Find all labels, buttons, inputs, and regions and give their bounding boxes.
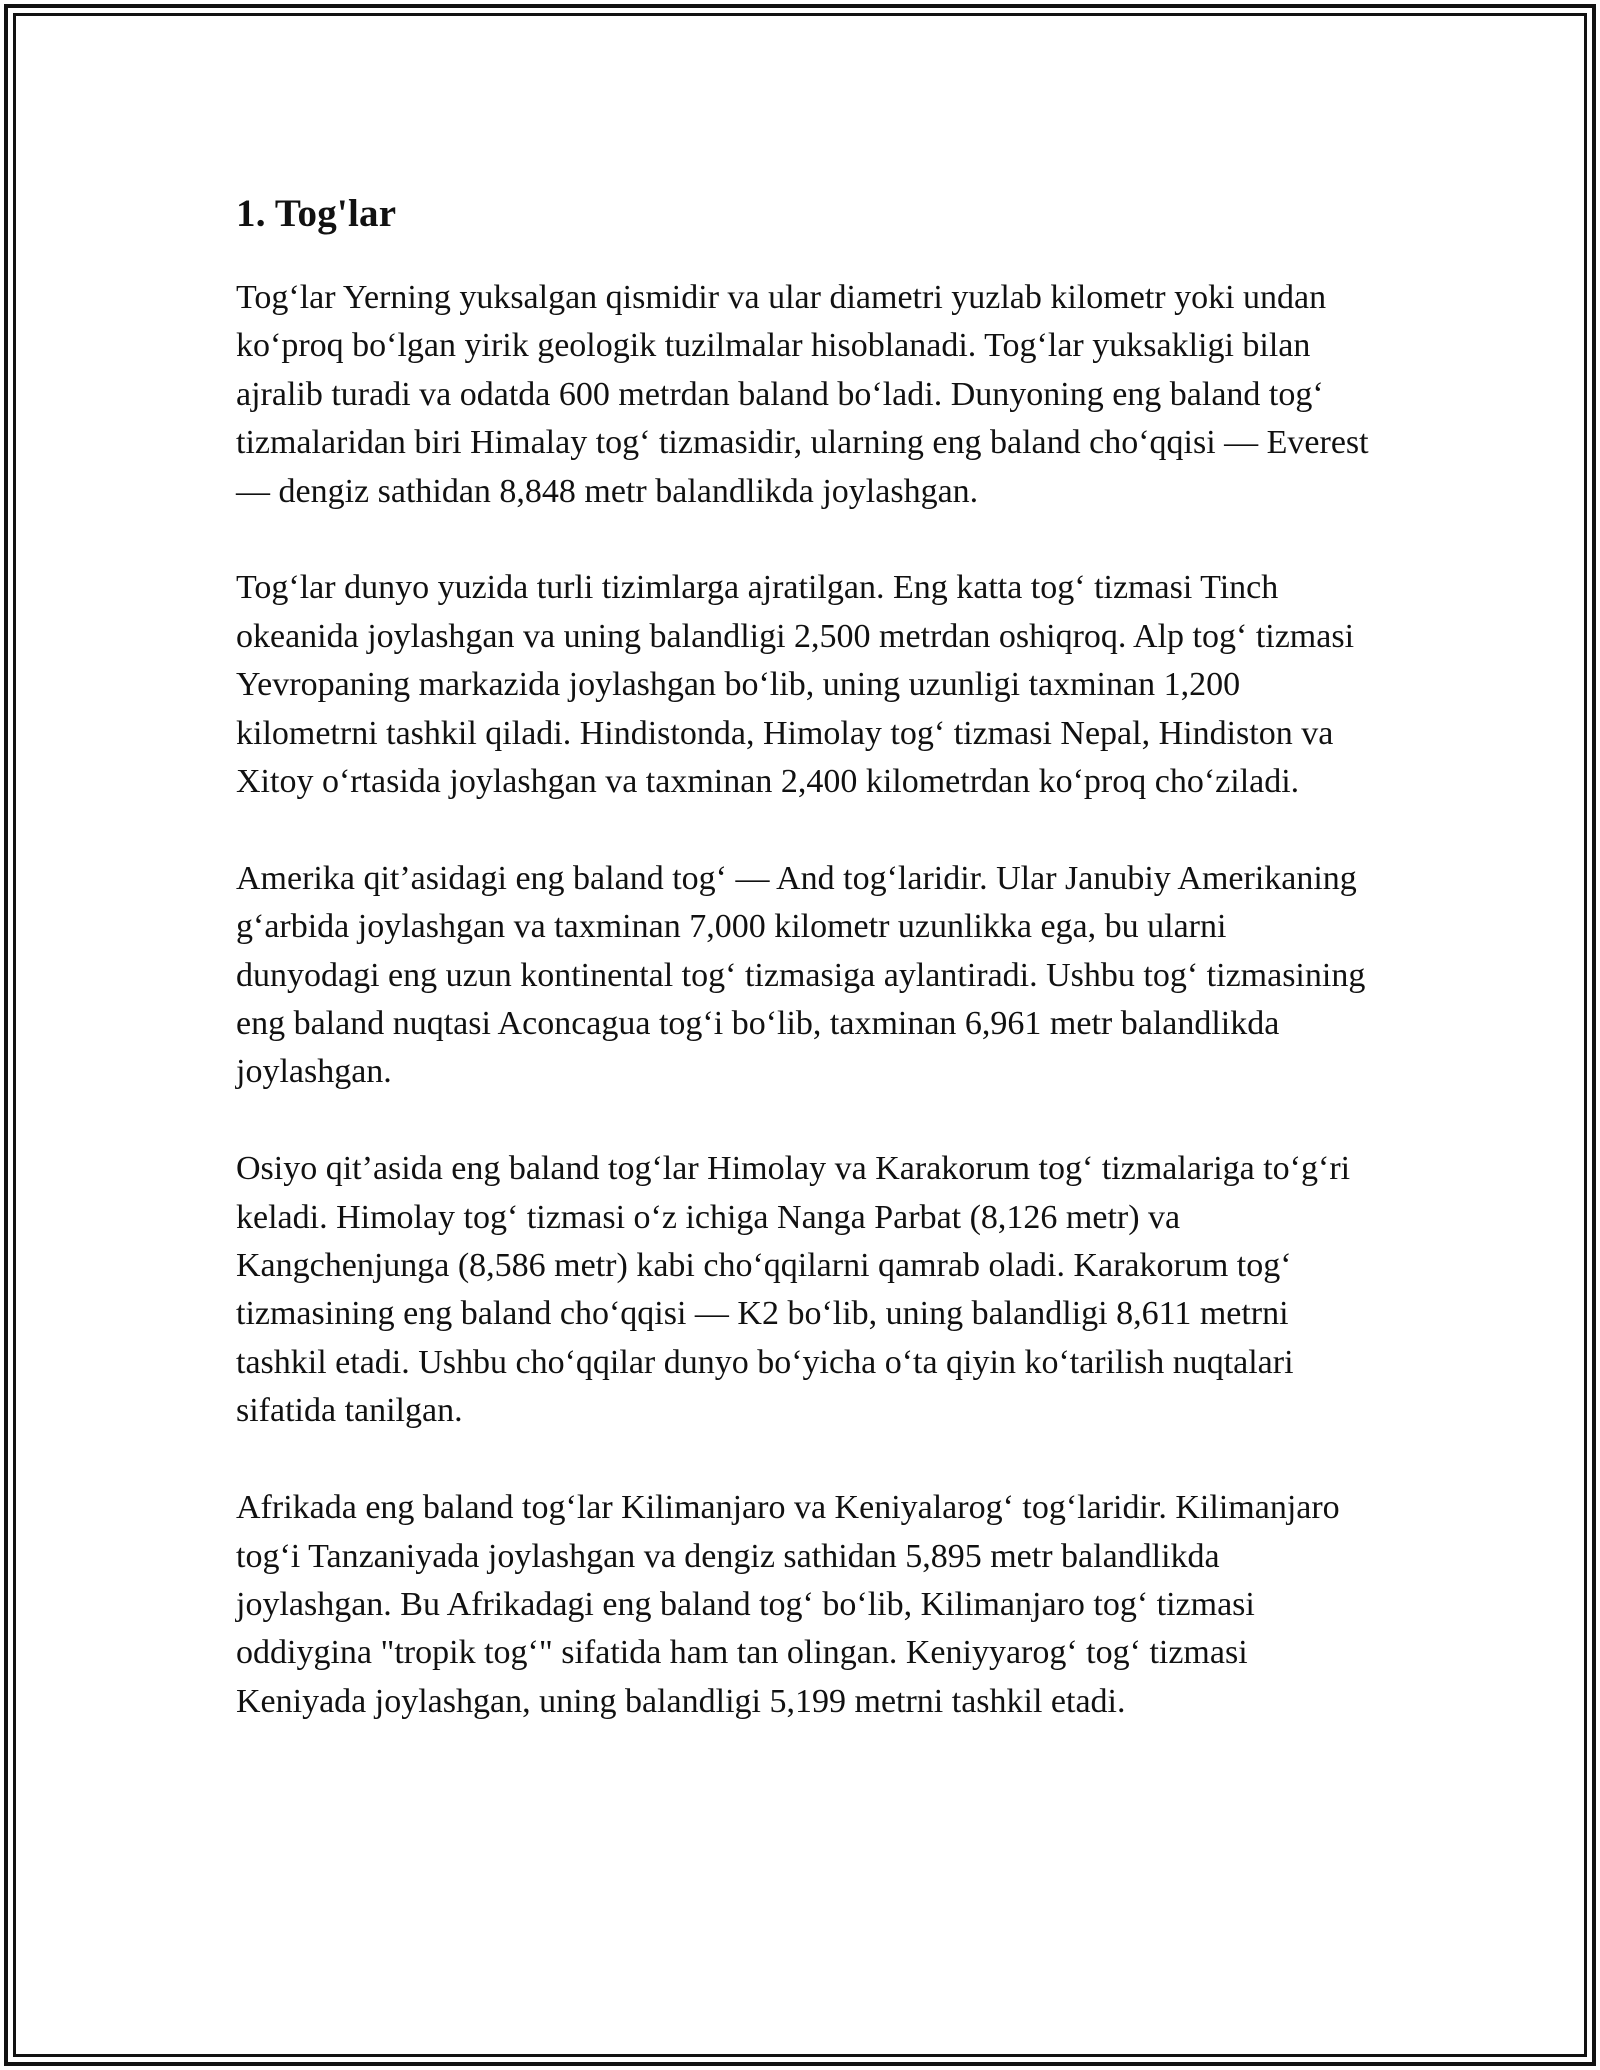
section-heading: 1. Tog'lar bbox=[236, 192, 397, 235]
document-body bbox=[236, 184, 1376, 1775]
paragraph-1: Tog‘lar Yerning yuksalgan qismidir va ular diametri yuzlab kilometr yoki undan ko‘proq bo‘lgan yirik geologik tuzilmalar hisoblanadi. Tog‘lar yuksakligi bilan ajralib turadi va odatda 600 metrdan baland bo‘ladi. Dunyoning eng baland tog‘ tizmalaridan biri Himalay tog‘ tizmasidir, ularning eng baland cho‘qqisi — Everest — dengiz sathidan 8,848 metr balandlikda joylashgan. bbox=[236, 279, 1369, 510]
paragraph-3: Amerika qit’asidagi eng baland tog‘ — And tog‘laridir. Ular Janubiy Amerikaning g‘arbida joylashgan va taxminan 7,000 kilometr uzunlikka ega, bu ularni dunyodagi eng uzun kontinental tog‘ tizmasiga aylantiradi. Ushbu tog‘ tizmasining eng baland nuqtasi Aconcagua tog‘i bo‘lib, taxminan 6,961 metr balandlikda joylashgan. bbox=[236, 859, 1366, 1091]
paragraph-2: Tog‘lar dunyo yuzida turli tizimlarga ajratilgan. Eng katta tog‘ tizmasi Tinch okeanida joylashgan va uning balandligi 2,500 metrdan oshiqroq. Alp tog‘ tizmasi Yevropaning markazida joylashgan bo‘lib, uning uzunligi taxminan 1,200 kilometrni tashkil qiladi. Hindistonda, Himolay tog‘ tizmasi Nepal, Hindiston va Xitoy o‘rtasida joylashgan va taxminan 2,400 kilometrdan ko‘proq cho‘ziladi. bbox=[236, 569, 1355, 801]
paragraph-4: Osiyo qit’asida eng baland tog‘lar Himolay va Karakorum tog‘ tizmalariga to‘g‘ri keladi. Himolay tog‘ tizmasi o‘z ichiga Nanga Parbat (8,126 metr) va Kangchenjunga (8,586 metr) kabi cho‘qqilarni qamrab oladi. Karakorum tog‘ tizmasining eng baland cho‘qqisi — K2 bo‘lib, uning balandligi 8,611 metrni tashkil etadi. Ushbu cho‘qqilar dunyo bo‘yicha o‘ta qiyin ko‘tarilish nuqtalari sifatida tanilgan. bbox=[236, 1150, 1351, 1430]
paragraph-5: Afrikada eng baland tog‘lar Kilimanjaro va Keniyalarog‘ tog‘laridir. Kilimanjaro tog‘i Tanzaniyada joylashgan va dengiz sathidan 5,895 metr balandlikda joylashgan. Bu Afrikadagi eng baland tog‘ bo‘lib, Kilimanjaro tog‘ tizmasi oddiygina "tropik tog‘" sifatida ham tan olingan. Keniyyarog‘ tog‘ tizmasi Keniyada joylashgan, uning balandligi 5,199 metrni tashkil etadi. bbox=[236, 1489, 1340, 1720]
